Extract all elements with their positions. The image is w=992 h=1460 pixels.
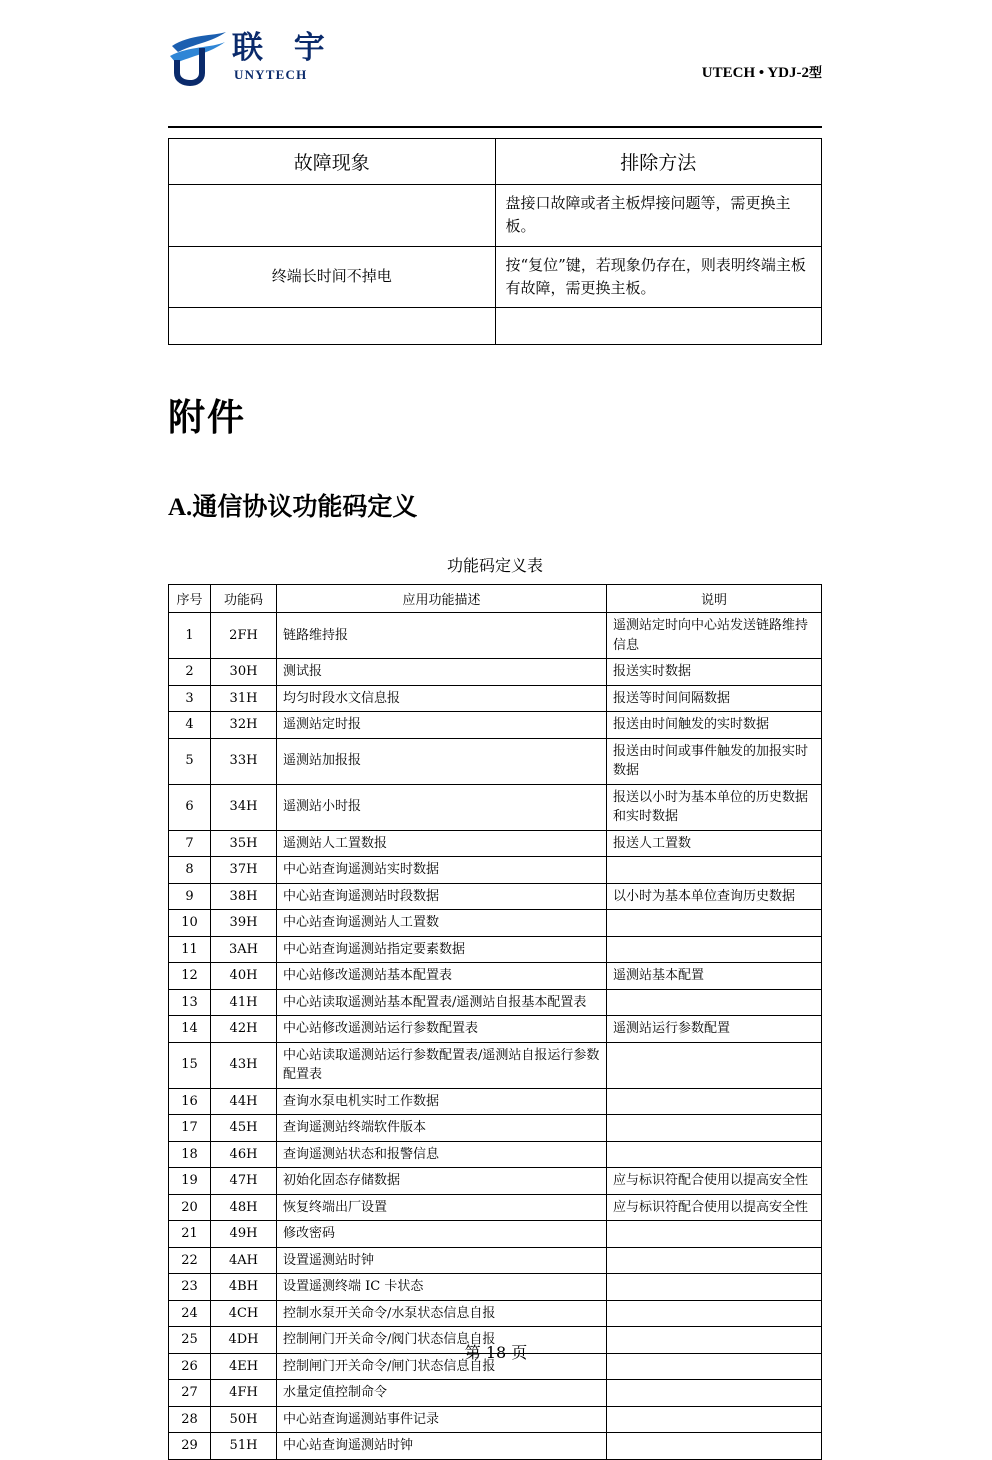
table-header-row	[169, 585, 822, 613]
fc-cell-no: 3	[169, 685, 211, 712]
table-row	[169, 1088, 822, 1115]
fc-cell-note: 报送实时数据	[607, 659, 822, 686]
fc-cell-code: 32H	[211, 712, 277, 739]
fault-remedy	[495, 308, 822, 345]
fc-cell-desc: 中心站查询遥测站实时数据	[277, 857, 607, 884]
fc-cell-desc: 中心站修改遥测站基本配置表	[277, 963, 607, 990]
fc-cell-code: 4CH	[211, 1300, 277, 1327]
header-divider	[168, 126, 822, 128]
fc-cell-desc: 水量定值控制命令	[277, 1380, 607, 1407]
fc-cell-no: 26	[169, 1353, 211, 1380]
fc-cell-no: 6	[169, 784, 211, 830]
fc-cell-desc: 查询水泵电机实时工作数据	[277, 1088, 607, 1115]
fc-cell-code: 39H	[211, 910, 277, 937]
fc-cell-no: 28	[169, 1406, 211, 1433]
fc-cell-note	[607, 1433, 822, 1460]
fc-cell-no: 10	[169, 910, 211, 937]
fault-symptom	[169, 308, 496, 345]
fc-header-no: 序号	[169, 585, 211, 613]
fc-cell-note: 报送由时间或事件触发的加报实时数据	[607, 738, 822, 784]
fc-cell-desc: 中心站查询遥测站指定要素数据	[277, 936, 607, 963]
fc-cell-desc: 查询遥测站终端软件版本	[277, 1115, 607, 1142]
table-row	[169, 936, 822, 963]
fc-cell-code: 34H	[211, 784, 277, 830]
footer-suffix: 页	[511, 1343, 528, 1362]
table-row	[169, 185, 822, 247]
table-row	[169, 1141, 822, 1168]
fc-cell-code: 47H	[211, 1168, 277, 1195]
fc-cell-code: 4FH	[211, 1380, 277, 1407]
fc-cell-note	[607, 1141, 822, 1168]
table-row	[169, 989, 822, 1016]
fc-cell-no: 14	[169, 1016, 211, 1043]
fc-cell-desc: 恢复终端出厂设置	[277, 1194, 607, 1221]
fc-cell-desc: 中心站查询遥测站事件记录	[277, 1406, 607, 1433]
fc-cell-code: 45H	[211, 1115, 277, 1142]
table-row	[169, 685, 822, 712]
function-code-table	[168, 584, 822, 1460]
fc-cell-desc: 设置遥测站时钟	[277, 1247, 607, 1274]
table-row	[169, 1300, 822, 1327]
logo-text-en: UNYTECH	[234, 67, 308, 82]
fc-cell-note	[607, 910, 822, 937]
fc-cell-note: 以小时为基本单位查询历史数据	[607, 883, 822, 910]
fc-cell-code: 50H	[211, 1406, 277, 1433]
fc-cell-code: 40H	[211, 963, 277, 990]
fc-cell-code: 30H	[211, 659, 277, 686]
fc-cell-no: 17	[169, 1115, 211, 1142]
function-code-table-caption: 功能码定义表	[446, 556, 543, 575]
fc-cell-code: 41H	[211, 989, 277, 1016]
fc-cell-desc: 控制闸门开关命令/闸门状态信息自报	[277, 1353, 607, 1380]
fc-cell-no: 15	[169, 1042, 211, 1088]
unytech-logo-icon	[168, 30, 230, 86]
fc-cell-desc: 链路维持报	[277, 613, 607, 659]
company-logo	[168, 30, 335, 86]
fc-cell-note	[607, 936, 822, 963]
fc-cell-no: 27	[169, 1380, 211, 1407]
fault-symptom: 终端长时间不掉电	[169, 246, 496, 308]
fc-cell-note	[607, 1274, 822, 1301]
fc-cell-code: 33H	[211, 738, 277, 784]
table-row	[169, 613, 822, 659]
table-row	[169, 1433, 822, 1460]
table-row	[169, 963, 822, 990]
fc-cell-code: 44H	[211, 1088, 277, 1115]
fc-cell-note: 遥测站基本配置	[607, 963, 822, 990]
fc-cell-note: 应与标识符配合使用以提高安全性	[607, 1194, 822, 1221]
fc-cell-desc: 控制闸门开关命令/阀门状态信息自报	[277, 1327, 607, 1354]
fc-cell-note	[607, 1088, 822, 1115]
fault-remedy: 盘接口故障或者主板焊接问题等，需更换主板。	[495, 185, 822, 247]
fc-cell-desc: 中心站查询遥测站时钟	[277, 1433, 607, 1460]
fc-cell-no: 1	[169, 613, 211, 659]
header-model	[702, 62, 822, 82]
fc-cell-note: 报送人工置数	[607, 830, 822, 857]
fc-cell-no: 11	[169, 936, 211, 963]
fc-cell-desc: 遥测站加报报	[277, 738, 607, 784]
fc-cell-desc: 初始化固态存储数据	[277, 1168, 607, 1195]
section-title: 通信协议功能码定义	[192, 492, 418, 521]
table-row	[169, 1016, 822, 1043]
fc-cell-no: 24	[169, 1300, 211, 1327]
fc-cell-desc: 修改密码	[277, 1221, 607, 1248]
table-row	[169, 738, 822, 784]
fc-cell-desc: 中心站查询遥测站时段数据	[277, 883, 607, 910]
fc-cell-code: 46H	[211, 1141, 277, 1168]
fc-cell-note: 遥测站运行参数配置	[607, 1016, 822, 1043]
fc-cell-desc: 中心站读取遥测站运行参数配置表/遥测站自报运行参数配置表	[277, 1042, 607, 1088]
table-row	[169, 1221, 822, 1248]
section-heading	[168, 487, 822, 523]
fc-cell-code: 49H	[211, 1221, 277, 1248]
table-row	[169, 883, 822, 910]
fc-cell-desc: 中心站查询遥测站人工置数	[277, 910, 607, 937]
fc-cell-no: 8	[169, 857, 211, 884]
page-footer	[0, 1340, 992, 1363]
table-row	[169, 1168, 822, 1195]
page-header	[168, 0, 822, 128]
table-row	[169, 1380, 822, 1407]
fc-cell-desc: 中心站修改遥测站运行参数配置表	[277, 1016, 607, 1043]
fc-cell-no: 9	[169, 883, 211, 910]
fc-cell-desc: 中心站读取遥测站基本配置表/遥测站自报基本配置表	[277, 989, 607, 1016]
fc-header-desc: 应用功能描述	[277, 585, 607, 613]
fc-cell-code: 35H	[211, 830, 277, 857]
fc-cell-note	[607, 857, 822, 884]
fault-table-header-remedy: 排除方法	[495, 139, 822, 185]
table-row	[169, 830, 822, 857]
fc-cell-no: 2	[169, 659, 211, 686]
function-code-table-body	[169, 613, 822, 1460]
fc-cell-no: 25	[169, 1327, 211, 1354]
table-row	[169, 659, 822, 686]
fc-cell-desc: 设置遥测终端 IC 卡状态	[277, 1274, 607, 1301]
table-row	[169, 1194, 822, 1221]
table-row	[169, 308, 822, 345]
footer-prefix: 第	[464, 1343, 481, 1362]
table-row	[169, 712, 822, 739]
fc-cell-no: 29	[169, 1433, 211, 1460]
fc-cell-code: 51H	[211, 1433, 277, 1460]
table-header-row	[169, 139, 822, 185]
fc-cell-no: 13	[169, 989, 211, 1016]
table-row	[169, 1406, 822, 1433]
table-row	[169, 784, 822, 830]
fc-cell-note: 报送等时间间隔数据	[607, 685, 822, 712]
fc-cell-code: 4EH	[211, 1353, 277, 1380]
table-row	[169, 1042, 822, 1088]
fc-header-note: 说明	[607, 585, 822, 613]
fc-cell-code: 48H	[211, 1194, 277, 1221]
fault-table	[168, 138, 822, 345]
table-row	[169, 1115, 822, 1142]
fc-cell-note	[607, 1115, 822, 1142]
fc-cell-note: 报送由时间触发的实时数据	[607, 712, 822, 739]
fc-cell-code: 31H	[211, 685, 277, 712]
fc-cell-no: 19	[169, 1168, 211, 1195]
header-model-text: UTECH • YDJ-2	[701, 65, 809, 81]
fault-table-header-symptom: 故障现象	[169, 139, 496, 185]
fc-cell-code: 42H	[211, 1016, 277, 1043]
fc-cell-no: 21	[169, 1221, 211, 1248]
table-row	[169, 1247, 822, 1274]
fc-cell-note	[607, 1300, 822, 1327]
fc-cell-note	[607, 1221, 822, 1248]
fc-cell-note	[607, 989, 822, 1016]
fc-cell-note: 报送以小时为基本单位的历史数据和实时数据	[607, 784, 822, 830]
fc-cell-note	[607, 1380, 822, 1407]
fc-cell-no: 7	[169, 830, 211, 857]
fc-cell-no: 4	[169, 712, 211, 739]
fc-cell-code: 38H	[211, 883, 277, 910]
header-model-suffix: 型	[808, 65, 822, 80]
fc-cell-code: 37H	[211, 857, 277, 884]
fc-cell-code: 3AH	[211, 936, 277, 963]
fc-cell-desc: 查询遥测站状态和报警信息	[277, 1141, 607, 1168]
fc-cell-desc: 测试报	[277, 659, 607, 686]
fc-cell-code: 43H	[211, 1042, 277, 1088]
logo-text-cn: 联 宇	[232, 30, 335, 66]
section-index: A.	[168, 494, 193, 521]
fc-cell-desc: 遥测站定时报	[277, 712, 607, 739]
fc-cell-note	[607, 1406, 822, 1433]
fc-header-code: 功能码	[211, 585, 277, 613]
fc-cell-desc: 控制水泵开关命令/水泵状态信息自报	[277, 1300, 607, 1327]
table-row	[169, 910, 822, 937]
fc-cell-note: 遥测站定时向中心站发送链路维持信息	[607, 613, 822, 659]
table-row	[169, 246, 822, 308]
fc-cell-no: 16	[169, 1088, 211, 1115]
fault-remedy: 按“复位”键，若现象仍存在，则表明终端主板有故障，需更换主板。	[495, 246, 822, 308]
fc-cell-no: 12	[169, 963, 211, 990]
fc-cell-note	[607, 1247, 822, 1274]
fc-cell-note	[607, 1042, 822, 1088]
fc-cell-desc: 遥测站小时报	[277, 784, 607, 830]
fc-cell-note: 应与标识符配合使用以提高安全性	[607, 1168, 822, 1195]
fc-cell-no: 22	[169, 1247, 211, 1274]
fc-cell-desc: 遥测站人工置数报	[277, 830, 607, 857]
fc-cell-code: 4AH	[211, 1247, 277, 1274]
fc-cell-no: 20	[169, 1194, 211, 1221]
fc-cell-code: 4DH	[211, 1327, 277, 1354]
fc-cell-desc: 均匀时段水文信息报	[277, 685, 607, 712]
table-row	[169, 1274, 822, 1301]
fc-cell-no: 23	[169, 1274, 211, 1301]
table-row	[169, 857, 822, 884]
fc-cell-no: 18	[169, 1141, 211, 1168]
fc-cell-code: 4BH	[211, 1274, 277, 1301]
footer-page-number: 18	[485, 1343, 507, 1362]
fault-symptom	[169, 185, 496, 247]
fc-cell-code: 2FH	[211, 613, 277, 659]
appendix-title: 附件	[168, 395, 246, 439]
fc-cell-no: 5	[169, 738, 211, 784]
